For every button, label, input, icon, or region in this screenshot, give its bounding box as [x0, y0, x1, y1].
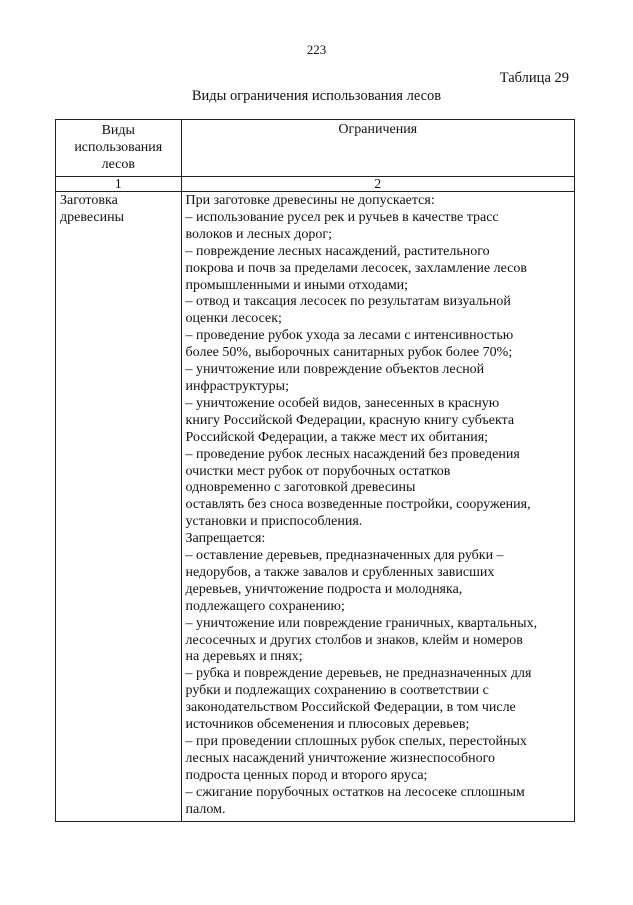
restriction-line: книгу Российской Федерации, красную книгу субъекта	[185, 412, 515, 428]
restriction-line: деревьев, уничтожение подроста и молодняка,	[185, 581, 463, 597]
restriction-line: на деревьях и пнях;	[185, 649, 303, 665]
restriction-line: подроста ценных пород и второго яруса;	[185, 767, 428, 783]
restriction-line: – проведение рубок ухода за лесами с интенсивностью	[185, 328, 514, 344]
restriction-line: Запрещается:	[185, 531, 266, 547]
restriction-line: одновременно с заготовкой древесины	[185, 480, 416, 496]
table-header-row	[56, 120, 575, 177]
restriction-line: волоков и лесных дорог;	[185, 226, 332, 242]
restrictions-table	[55, 119, 575, 822]
restriction-line: – оставление деревьев, предназначенных для рубки –	[185, 548, 504, 564]
column-number-2: 2	[181, 177, 574, 192]
restriction-line: – уничтожение особей видов, занесенных в красную	[185, 395, 500, 411]
restriction-line: – повреждение лесных насаждений, растительного	[185, 243, 490, 259]
restriction-line: более 50%, выборочных санитарных рубок более 70%;	[185, 345, 513, 361]
restriction-line: рубки и подлежащих сохранению в соответствии с	[185, 683, 489, 699]
column-number-row	[56, 177, 575, 192]
restriction-line: промышленными и иными отходами;	[185, 277, 409, 293]
restriction-line: очистки мест рубок от порубочных остатков	[185, 463, 451, 479]
restriction-line: При заготовке древесины не допускается:	[185, 193, 435, 208]
table-label: Таблица 29	[499, 70, 569, 86]
restriction-line: – уничтожение или повреждение граничных, квартальных,	[185, 615, 538, 631]
restriction-line: – проведение рубок лесных насаждений без проведения	[185, 446, 520, 462]
restriction-line: оценки лесосек;	[185, 311, 282, 327]
restriction-line: палом.	[185, 801, 226, 817]
restriction-line: недорубов, а также завалов и срубленных зависших	[185, 564, 495, 580]
restriction-line: – сжигание порубочных остатков на лесосеке сплошным	[185, 784, 525, 800]
usage-type-cell: Заготовка древесины	[56, 192, 182, 822]
restriction-line: законодательством Российской Федерации, в том числе	[185, 700, 516, 716]
header-usage-types: Виды использования лесов	[56, 120, 182, 177]
restriction-line: лесосечных и других столбов и знаков, клейм и номеров	[185, 632, 523, 648]
table-row	[56, 192, 575, 822]
restriction-line: установки и приспособления.	[185, 514, 363, 530]
restriction-line: оставлять без сноса возведенные постройки, сооружения,	[185, 497, 531, 513]
table-title: Виды ограничения использования лесов	[191, 88, 442, 104]
column-number-1: 1	[56, 177, 182, 192]
restriction-line: – при проведении сплошных рубок спелых, перестойных	[185, 734, 527, 749]
page-number: 223	[306, 42, 327, 57]
restriction-line: – рубка и повреждение деревьев, не предназначенных для	[185, 666, 532, 682]
restriction-line: инфраструктуры;	[185, 378, 289, 394]
restriction-line: источников обсеменения и плюсовых деревьев;	[185, 717, 470, 733]
restrictions-cell	[181, 192, 574, 822]
restriction-line: подлежащего сохранению;	[185, 598, 345, 614]
restriction-line: лесных насаждений уничтожение жизнеспособного	[185, 750, 496, 766]
header-restrictions: Ограничения	[181, 120, 574, 177]
restriction-line: покрова и почв за пределами лесосек, захламление лесов	[185, 260, 527, 276]
restriction-line: – использование русел рек и ручьев в качестве трасс	[185, 209, 499, 225]
restriction-line: – уничтожение или повреждение объектов лесной	[185, 362, 485, 378]
restriction-line: Российской Федерации, а также мест их обитания;	[185, 429, 489, 445]
restriction-line: – отвод и таксация лесосек по результатам визуальной	[185, 294, 511, 310]
